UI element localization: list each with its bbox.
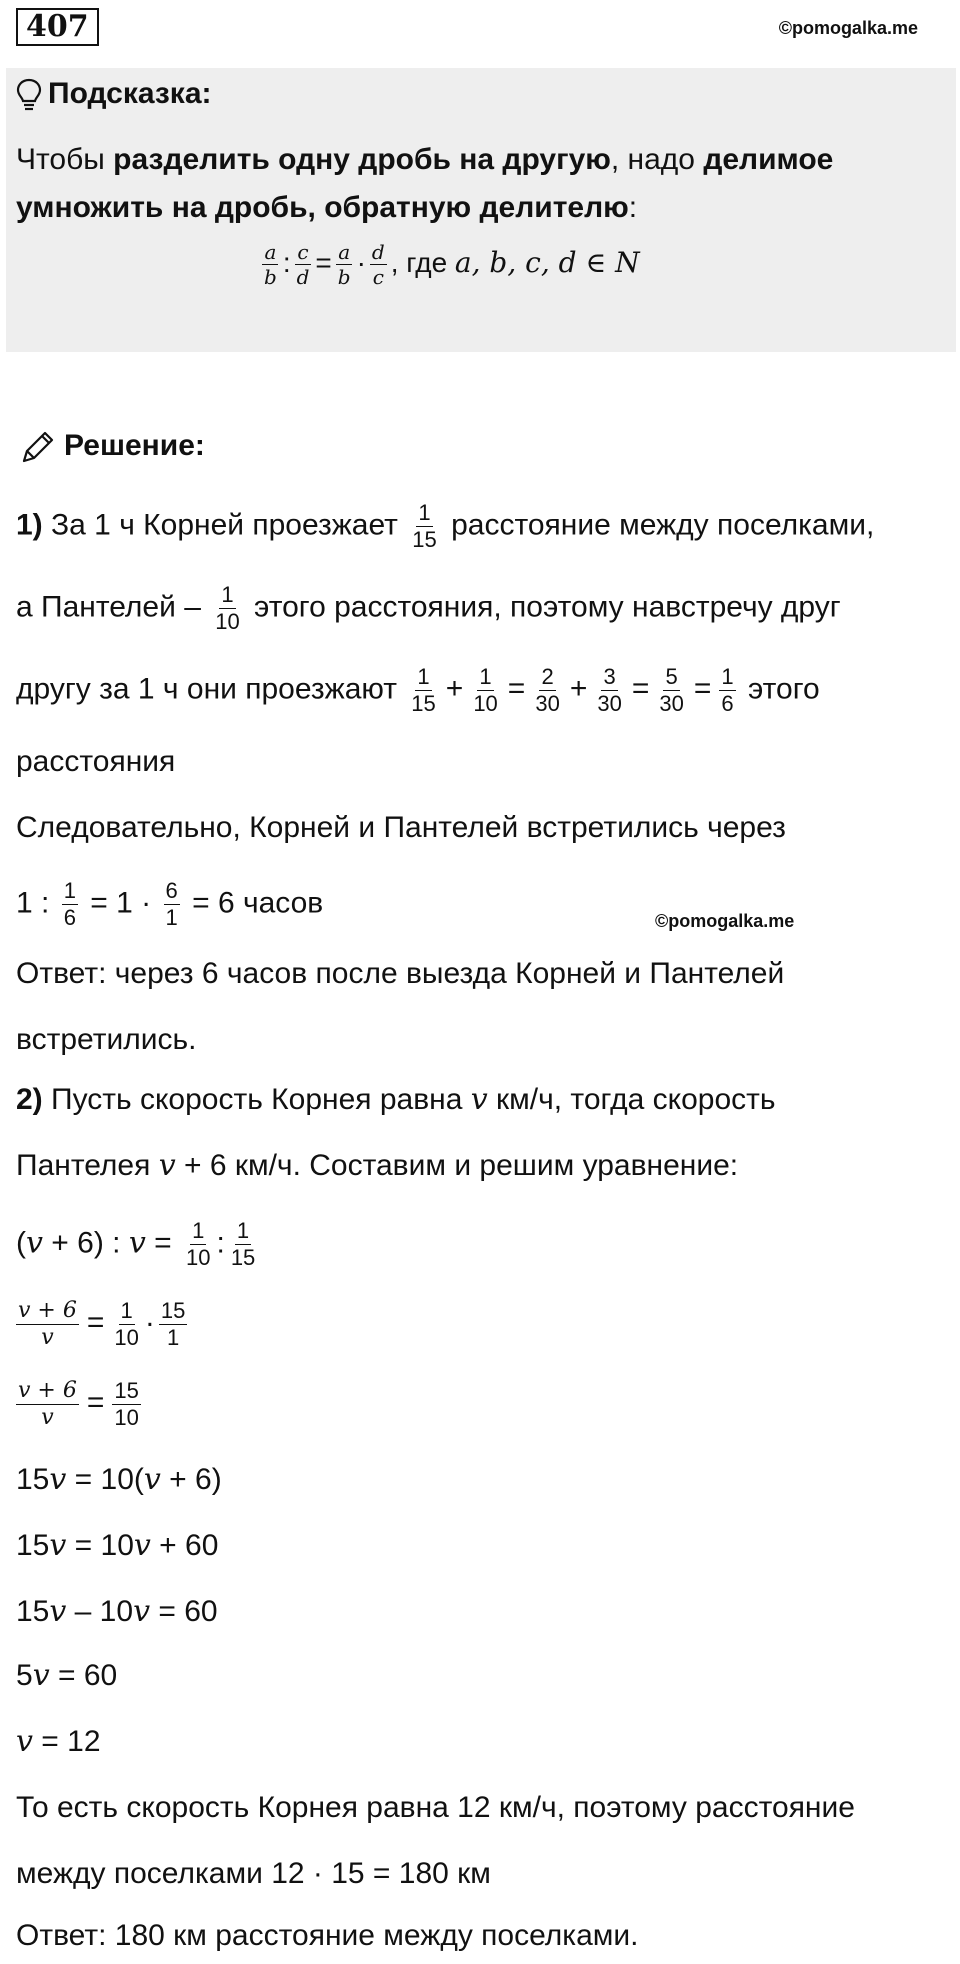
p2-line-1: 2) Пусть скорость Корнея равна v км/ч, тогда скорость bbox=[16, 1082, 776, 1117]
solution-title: Решение: bbox=[64, 429, 205, 462]
p2-eq-7: 5v = 60 bbox=[16, 1658, 118, 1693]
watermark-top: ©pomogalka.me bbox=[778, 18, 918, 38]
p1-line-6: 1 : $\frac{1}{6}$ = 1 · $\frac{6}{1}$ = 6 часов bbox=[16, 878, 324, 930]
p2-eq-2: $\frac{v + 6}{v}$ = $\frac{1}{10}$ · $\frac{15}{1}$ bbox=[18, 1298, 186, 1350]
lightbulb-icon bbox=[16, 78, 42, 112]
solution-title-row bbox=[20, 424, 205, 468]
task-number: 407 bbox=[16, 8, 99, 46]
p2-eq-8: v = 12 bbox=[16, 1724, 101, 1759]
p2-answer: Ответ: 180 км расстояние между поселками. bbox=[16, 1919, 639, 1952]
p1-line-5: Следовательно, Корней и Пантелей встретились через bbox=[16, 811, 786, 844]
p1-line-3: другу за 1 ч они проезжают $\frac{1}{15}$ + $\frac{1}{10}$ = $\frac{2}{30}$ + $\frac{3}{30}$ = $\frac{5}{30}$ = $\frac{1}{6}$ этого bbox=[16, 664, 820, 716]
p2-eq-3: $\frac{v + 6}{v}$ = $\frac{15}{10}$ bbox=[18, 1378, 139, 1430]
hint-formula: $\frac{a}{b}$ : $\frac{c}{d}$ = $\frac{a}{b}$ · $\frac{d}{c}$ , где a, b, c, d ∈ N bbox=[264, 240, 640, 289]
hint-line-2: умножить на дробь, обратную делителю: bbox=[16, 191, 638, 224]
p2-line-4: между поселками 12 · 15 = 180 км bbox=[16, 1857, 491, 1890]
p1-line-4: расстояния bbox=[16, 745, 176, 778]
p2-eq-1: (v + 6) : v = $\frac{1}{10}$ : $\frac{1}{15}$ bbox=[16, 1218, 256, 1270]
hint-line-1: Чтобы разделить одну дробь на другую, надо делимое bbox=[16, 143, 834, 176]
hint-title: Подсказка: bbox=[48, 77, 212, 110]
p2-eq-6: 15v – 10v = 60 bbox=[16, 1594, 218, 1629]
p2-eq-4: 15v = 10(v + 6) bbox=[16, 1462, 222, 1497]
p2-line-3: То есть скорость Корнея равна 12 км/ч, поэтому расстояние bbox=[16, 1791, 855, 1824]
p2-eq-5: 15v = 10v + 60 bbox=[16, 1528, 219, 1563]
p1-answer-2: встретились. bbox=[16, 1023, 197, 1056]
p1-answer-1: Ответ: через 6 часов после выезда Корней и Пантелей bbox=[16, 957, 785, 990]
hint-title-row bbox=[16, 72, 212, 116]
formula-frac-a-b: $\frac{a}{b}$ bbox=[264, 240, 277, 289]
p1-line-2: а Пантелей – $\frac{1}{10}$ этого расстояния, поэтому навстречу друг bbox=[16, 582, 841, 634]
watermark-mid: ©pomogalka.me bbox=[655, 911, 795, 931]
p2-line-2: Пантелея v + 6 км/ч. Составим и решим уравнение: bbox=[16, 1148, 739, 1183]
p1-line-1: 1) За 1 ч Корней проезжает $\frac{1}{15}$ расстояние между поселками, bbox=[16, 500, 875, 552]
pencil-icon bbox=[20, 429, 56, 465]
